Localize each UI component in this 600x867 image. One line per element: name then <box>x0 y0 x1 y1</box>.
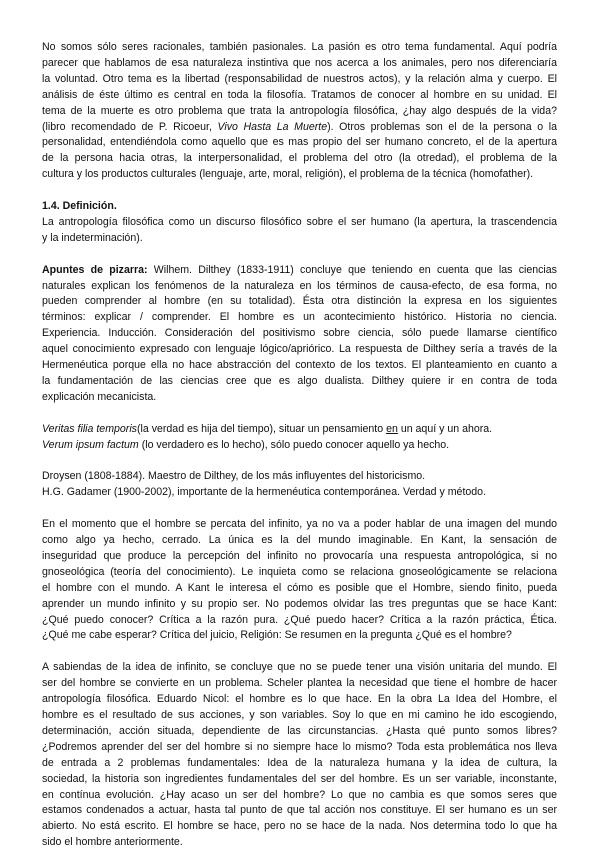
text-line: naturales explican los fenómenos de la naturaleza en los términos de causa-efecto, de esa forma, no <box>42 279 557 292</box>
paragraph-authors <box>42 469 557 501</box>
text-line: términos: explicar / comprender. El hombre es un acontecimiento histórico. Historia no ciencia. <box>42 311 557 324</box>
text-line: antropología filosófica. Eduardo Nicol: el hombre es lo que hace. En la obra La Idea del Hombre, el <box>42 693 557 706</box>
text-line: de entrada a 2 problemas fundamentales: Idea de la naturaleza humana y la idea de cultura, la <box>42 756 557 769</box>
text-line: pueden comprender al hombre (en su totalidad). Ésta otra distinción la expresa en los siguientes <box>42 295 557 308</box>
text-line: aquel conocimiento expresado con lenguaje lógico/apriórico. La respuesta de Dilthey sería a través de la <box>42 343 557 356</box>
text-line: gnoseológica (teoría del conocimiento). Le inquieta como se relaciona gnoseológicamente se relaciona <box>42 565 557 578</box>
text-line: personalidad, entendiéndola como aquello que es mas propio del ser humano concreto, el de la apertura <box>42 136 557 149</box>
text-line: en contínua evolución. ¿Hay acaso un ser del hombre? Lo que no cambia es que somos seres que <box>42 788 557 801</box>
book-title: Vivo Hasta La Muerte <box>217 120 328 133</box>
text-line: ¿Podremos aprender del ser del hombre si no siempre hace lo mismo? Toda esta problemática nos lleva <box>42 740 557 753</box>
text-line: sido el hombre anteriormente. <box>42 836 183 849</box>
text-line: Droysen (1808-1884). Maestro de Dilthey, de los más influyentes del historicismo. <box>42 470 426 483</box>
paragraph-infinito <box>42 660 557 851</box>
text-line: La antropología filosófica como un discurso filosófico sobre el ser humano (la apertura, la trascendencia <box>42 215 557 228</box>
text-line: ser del hombre se convierte en un problema. Scheler plantea la necesidad que tiene el hombre de hacer <box>42 677 557 690</box>
text-span: (libro recomendado de P. Ricoeur, <box>42 120 218 133</box>
text-line: H.G. Gadamer (1900-2002), importante de la hermenéutica contemporánea. Verdad y método. <box>42 486 487 499</box>
text-line: de la persona hacia otras, la interpersonalidad, el problema del otro (la otredad), el problema de la <box>42 152 557 165</box>
text-line: tema de la muerte es otro problema que trata la antropología filosófica, ¿hay algo después de la vida? <box>42 104 557 117</box>
text-line: sociedad, la historia son ingredientes fundamentales del ser del hombre. Es un ser variable, inconstante, <box>42 772 557 785</box>
underlined-word: en <box>386 422 398 435</box>
text-line: Hermenéutica porque ella no hace abstracción del contexto de los textos. El planteamiento en cuanto a <box>42 359 557 372</box>
document-page <box>42 40 557 867</box>
text-line: y la indeterminación). <box>42 231 143 244</box>
section-heading: 1.4. Definición. <box>42 200 117 213</box>
paragraph-apuntes <box>42 263 557 406</box>
text-span: (lo verdadero es lo hecho), sólo puedo conocer aquello ya hecho. <box>138 438 450 451</box>
apuntes-label: Apuntes de pizarra: <box>42 263 148 276</box>
text-line: ¿Qué me cabe esperar? Crítica del juicio, Religión: Se resumen en la pregunta ¿Qué es el hombre? <box>42 629 512 642</box>
text-line: ¿Qué puedo conocer? Crítica a la razón pura. ¿Qué puedo hacer? Crítica a la razón práctica, Ética. <box>42 613 557 626</box>
text-line <box>42 120 557 136</box>
text-line: inseguridad que produce la percepción del infinito no provocaría una respuesta antropológica, si no <box>42 549 557 562</box>
text-line: No somos sólo seres racionales, también pasionales. La pasión es otro tema fundamental. Aquí podría <box>42 41 557 53</box>
text-line: cultura y los productos culturales (lenguaje, arte, moral, religión), el problema de la técnica (homofather). <box>42 168 534 181</box>
text-line: análisis de éste último es central en toda la filosofía. Tratamos de conocer al hombre en su unidad. El <box>42 88 557 101</box>
text-line <box>42 438 557 454</box>
section-definition <box>42 199 557 247</box>
text-span: ). Otros problemas son el de la persona o la <box>327 120 557 133</box>
text-line: la fundamentación de las ciencias cree que es algo dualista. Dilthey quiere ir en contra de toda <box>42 375 557 387</box>
paragraph-latin <box>42 422 557 454</box>
text-line: Experiencia. Inducción. Consideración del positivismo sobre ciencia, sólo puede llamarse científico <box>42 327 557 340</box>
text-line <box>42 422 557 438</box>
paragraph-kant <box>42 517 557 644</box>
text-span: un aquí y un ahora. <box>397 422 493 435</box>
text-line: como algo ya hecho, cerrado. La única es la del mundo imaginable. En Kant, la sensación de <box>42 534 557 547</box>
text-line: A sabiendas de la idea de infinito, se concluye que no se puede tener una visión unitaria del mundo. El <box>42 661 557 674</box>
text-line: parecer que hablamos de esa naturaleza instintiva que nos acerca a los animales, pero nos diferenciaría <box>42 56 557 69</box>
latin-phrase: Verum ipsum factum <box>42 438 139 451</box>
paragraph-themes <box>42 40 557 183</box>
text-line: aprender un mundo infinito y su propio ser. No podemos olvidar las tres preguntas que se hace Kant: <box>42 597 557 610</box>
latin-phrase: Veritas filia temporis <box>42 422 137 435</box>
text-line: estamos condenados a actuar, hasta tal punto de que tal acción nos constituye. El ser humano es un ser <box>42 804 557 817</box>
text-line: hombre es el resultado de sus acciones, y son variables. Soy lo que en mi camino he ido escogiendo, <box>42 708 557 721</box>
text-line: En el momento que el hombre se percata del infinito, ya no va a poder hablar de una imagen del mundo <box>42 518 557 531</box>
text-line: abierto. No está escrito. El hombre se hace, pero no se hace de la nada. Nos determina todo lo que ha <box>42 820 557 833</box>
text-line: la voluntad. Otro tema es la libertad (responsabilidad de nuestros actos), y la relación alma y cuerpo. El <box>42 72 557 85</box>
text-line: determinación, acción situada, dependiente de las circunstancias. ¿Hasta qué punto somos libres? <box>42 724 557 737</box>
text-line: el hombre con el mundo. A Kant le interesa el cómo es posible que el Hombre, siendo finito, pueda <box>42 581 557 594</box>
text-span: (la verdad es hija del tiempo), situar un pensamiento <box>136 422 387 435</box>
text-span: Wilhem. Dilthey (1833-1911) concluye que teniendo en cuenta que las ciencias <box>147 263 557 276</box>
text-line <box>42 263 557 279</box>
text-line: explicación mecanicista. <box>42 390 157 403</box>
